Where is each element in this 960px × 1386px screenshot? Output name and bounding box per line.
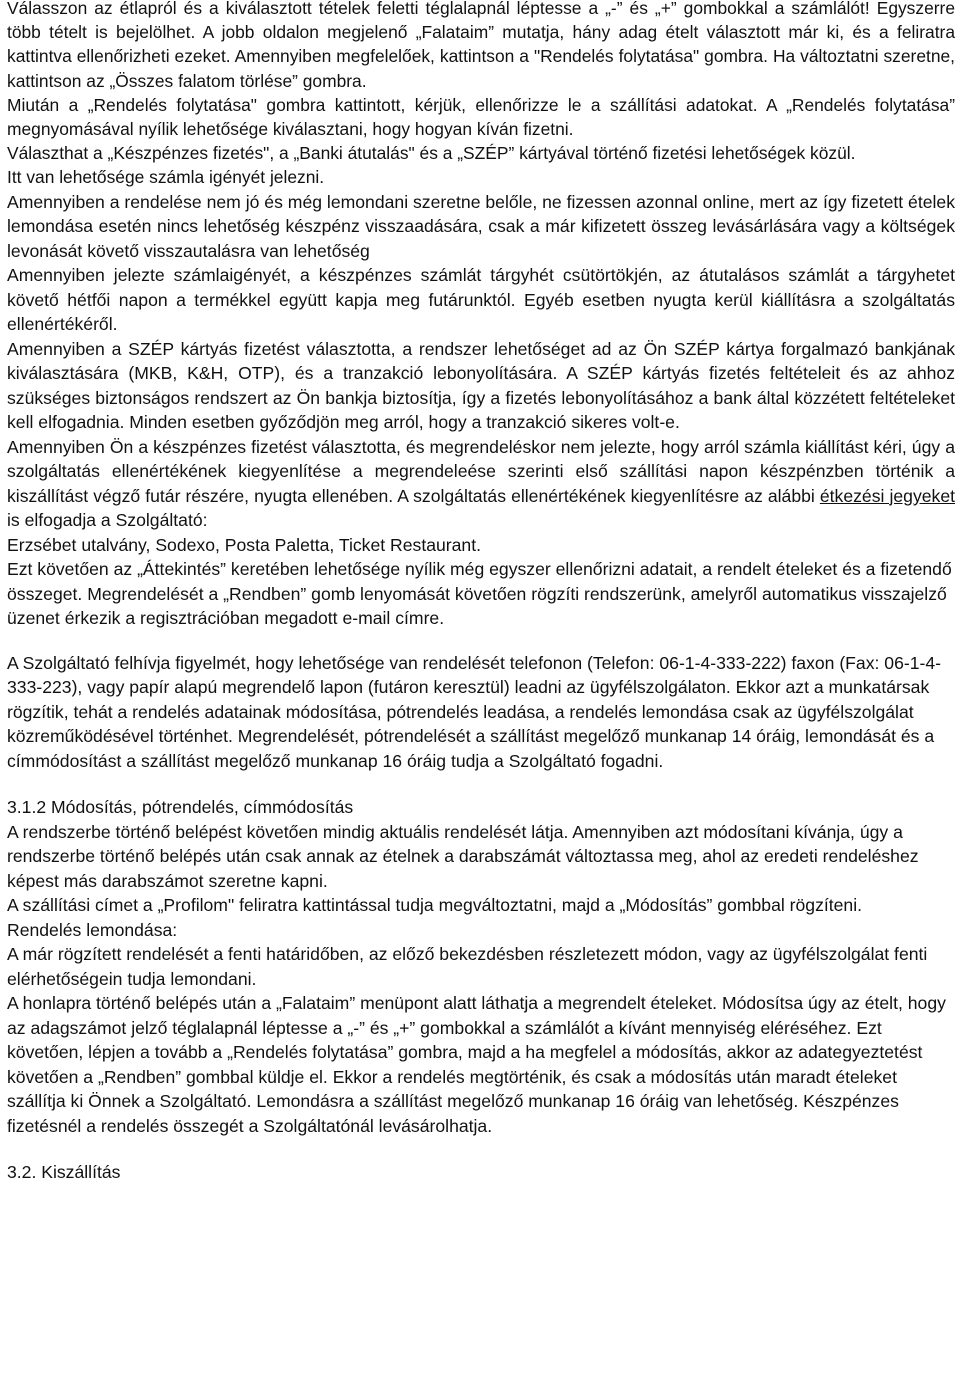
paragraph-address-change: A szállítási címet a „Profilom" feliratra kattintással tudja megváltoztatni, majd a „Módosítás” gombbal rögzíteni. [7, 895, 863, 916]
spacer [7, 631, 955, 651]
subheading-order-cancellation: Rendelés lemondása: [7, 919, 178, 940]
paragraph-cancel-deadline: A már rögzített rendelését a fenti határidőben, az előző bekezdésben részletezett módon, vagy az ügyfélszolgálat fenti elérhetőségein tudja lemondani. [7, 944, 928, 989]
document-page [7, 0, 955, 1185]
spacer [7, 1138, 955, 1160]
paragraph-cancellation-note: Amennyiben a rendelése nem jó és még lemondani szeretne belőle, ne fizessen azonnal online, mert az így fizetett ételek lemondása esetén nincs lehetőség készpénz visszaadására, csak a már kifizetett összeg levásárlására vagy a költségek levonását követő visszautalásra van lehetőség [7, 191, 955, 261]
paragraph-cash-payment [7, 435, 955, 533]
cash-payment-text-after: is elfogadja a Szolgáltató: [7, 510, 208, 531]
section-heading-delivery: 3.2. Kiszállítás [7, 1162, 121, 1183]
paragraph-voucher-list: Erzsébet utalvány, Sodexo, Posta Paletta, Ticket Restaurant. [7, 534, 481, 555]
paragraph-phone-fax-order: A Szolgáltató felhívja figyelmét, hogy lehetősége van rendelését telefonon (Telefon: 06-1-4-333-222) faxon (Fax: 06-1-4-333-223), vagy papír alapú megrendelő lapon (futáron keresztül) leadni az ügyfélszolgálaton. Ekkor azt a munkatársak rögzítik, tehát a rendelés adatainak módosítása, pótrendelés leadása, a rendelés lemondása csak az ügyfélszolgálat közreműködésével történhet. Megrendelését, pótrendelését a szállítást megelőző munkanap 14 óráig, lemondását és a címmódosítást a szállítást megelőző munkanap 16 óráig tudja a Szolgáltató fogadni. [7, 652, 942, 771]
section-heading-modification: 3.1.2 Módosítás, pótrendelés, címmódosítás [7, 797, 354, 818]
paragraph-shipping-check: Miután a „Rendelés folytatása" gombra kattintott, kérjük, ellenőrizze le a szállítási adatokat. A „Rendelés folytatása” megnyomásával nyílik lehetősége kiválasztani, hogy hogyan kíván fizetni. [7, 94, 955, 140]
cash-payment-text-before: Amennyiben Ön a készpénzes fizetést választotta, és megrendeléskor nem jelezte, hogy arról számla kiállítást kéri, úgy a szolgáltatás ellenértékének kiegyenlítése a megrendeleése szerinti első szállítási napon készpénzben történik a kiszállítást végző futár részére, nyugta ellenében. A szolgáltatás ellenértékének kiegyenlítésre az alábbi [7, 436, 955, 506]
meal-vouchers-link[interactable]: étkezési jegyeket [819, 485, 955, 506]
paragraph-payment-options: Választhat a „Készpénzes fizetés", a „Banki átutalás" és a „SZÉP” kártyával történő fizetési lehetőségek közül. [7, 143, 856, 164]
paragraph-szep-card: Amennyiben a SZÉP kártyás fizetést választotta, a rendszer lehetőséget ad az Ön SZÉP kártya forgalmazó bankjának kiválasztására (MKB, K&H, OTP), és a tranzakció lebonyolítására. A SZÉP kártyás fizetés feltételeit és az ahhoz szükséges biztonságos rendszert az Ön bankja biztosítja, így a fizetés lebonyolításához a bank által közzétett feltételeket kell elfogadnia. Minden esetben győződjön meg arról, hogy a tranzakció sikeres volt-e. [7, 338, 955, 433]
paragraph-overview: Ezt követően az „Áttekintés” keretében lehetősége nyílik még egyszer ellenőrizni adatait, a rendelt ételeket és a fizetendő összeget. Megrendelését a „Rendben” gomb lenyomását követően rögzíti rendszerünk, amelyről automatikus visszajelző üzenet érkezik a regisztrációban megadott e-mail címre. [7, 559, 952, 629]
paragraph-modify-procedure: A honlapra történő belépés után a „Falataim” menüpont alatt láthatja a megrendelt ételeket. Módosítsa úgy az ételt, hogy az adagszámot jelző téglalapnál léptesse a „-” és „+” gombokkal a számlálót a kívánt mennyiség eléréséhez. Ezt követően, lépjen a tovább a „Rendelés folytatása” gombra, majd a ha megfelel a módosítás, akkor az adategyeztetést követően a „Rendben” gombbal küldje el. Ekkor a rendelés megtörténik, és csak a módosítás után maradt ételeket szállítja ki Önnek a Szolgáltató. Lemondásra a szállítást megelőző munkanap 16 óráig van lehetőség. Készpénzes fizetésnél a rendelés összegét a Szolgáltatónál levásárolhatja. [7, 993, 946, 1136]
paragraph-ordering-instructions: Válasszon az étlapról és a kiválasztott tételek feletti téglalapnál léptesse a „-” és „+” gombokkal a számlálót! Egyszerre több tételt is bejelölhet. A jobb oldalon megjelenő „Falataim” mutatja, hány adag ételt választott már ki, és a feliratra kattintva ellenőrizheti ezeket. Amennyiben megfelelőek, kattintson a "Rendelés folytatása" gombra. Ha változtatni szeretne, kattintson az „Összes falatom törlése” gombra. [7, 0, 955, 91]
paragraph-current-order: A rendszerbe történő belépést követően mindig aktuális rendelését látja. Amennyiben azt módosítani kívánja, úgy a rendszerbe történő belépés után csak annak az ételnek a darabszámát változtassa meg, ahol az eredeti rendeléshez képest más darabszámot szeretne kapni. [7, 821, 919, 891]
paragraph-invoice-delivery: Amennyiben jelezte számlaigényét, a készpénzes számlát tárgyhét csütörtökjén, az átutalásos számlát a tárgyhetet követő hétfői napon a termékkel együtt kapja meg futárunktól. Egyéb esetben nyugta kerül kiállításra a szolgáltatás ellenértékéről. [7, 265, 955, 335]
spacer [7, 773, 955, 795]
paragraph-invoice-request: Itt van lehetősége számla igényét jelezni. [7, 167, 325, 188]
